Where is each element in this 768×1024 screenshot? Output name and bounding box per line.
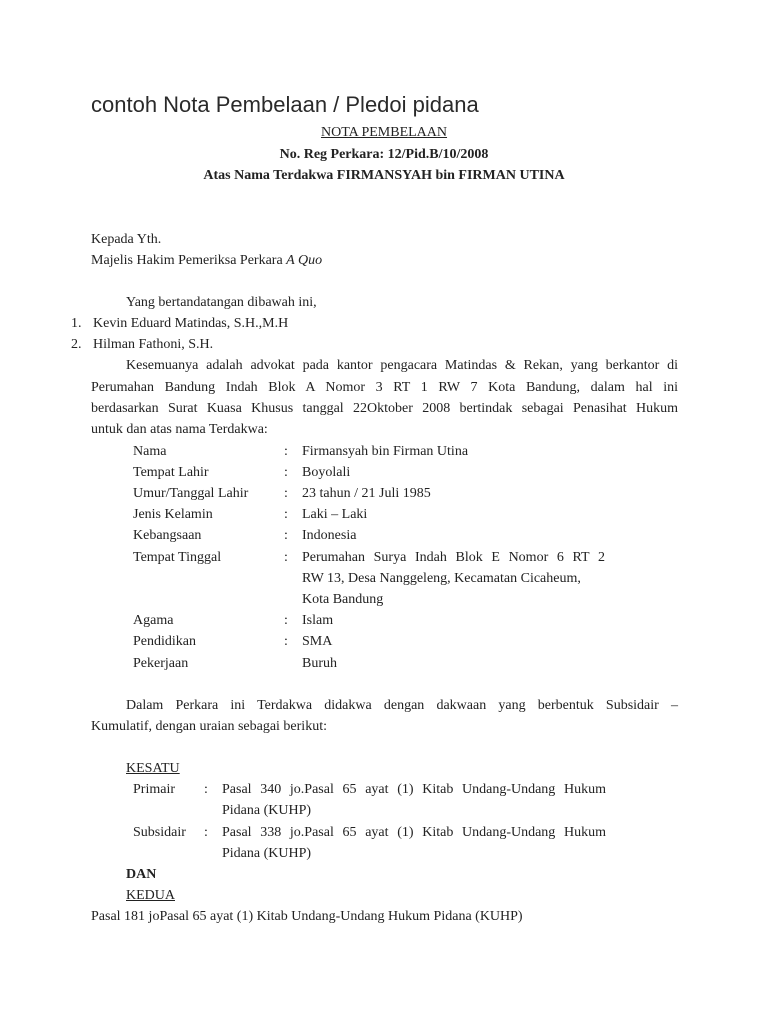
identity-colon: :	[284, 507, 288, 522]
address-line-2	[91, 251, 322, 271]
identity-value: Islam	[302, 613, 334, 628]
primair-label: Primair	[133, 782, 175, 797]
identity-colon: :	[284, 486, 288, 501]
identity-value: Indonesia	[302, 528, 357, 543]
subsidair-text-line-2: Pidana (KUHP)	[222, 846, 312, 861]
defendant-line: Atas Nama Terdakwa FIRMANSYAH bin FIRMAN UTINA	[203, 168, 565, 183]
paragraph-1-line-4: untuk dan atas nama Terdakwa:	[91, 422, 268, 437]
identity-colon: :	[284, 444, 288, 459]
kesatu-heading: KESATU	[126, 761, 180, 776]
identity-value-continued: Kota Bandung	[302, 592, 384, 607]
identity-label: Tempat Lahir	[133, 465, 209, 480]
kedua-heading: KEDUA	[126, 888, 175, 903]
case-register-number: No. Reg Perkara: 12/Pid.B/10/2008	[279, 147, 489, 162]
identity-value: Laki – Laki	[302, 507, 368, 522]
identity-value: 23 tahun / 21 Juli 1985	[302, 486, 431, 501]
identity-colon: :	[284, 550, 288, 565]
identity-label: Nama	[133, 444, 167, 459]
identity-colon: :	[284, 634, 288, 649]
paragraph-2-line-2: Kumulatif, dengan uraian sebagai berikut:	[91, 719, 327, 734]
identity-label: Tempat Tinggal	[133, 550, 222, 565]
dan-heading: DAN	[126, 867, 157, 882]
identity-value: Perumahan Surya Indah Blok E Nomor 6 RT 2	[302, 550, 605, 565]
primair-text-line-2: Pidana (KUHP)	[222, 803, 312, 818]
primair-colon: :	[204, 782, 208, 797]
address-line-1: Kepada Yth.	[91, 232, 162, 247]
identity-label: Umur/Tanggal Lahir	[133, 486, 249, 501]
identity-colon: :	[284, 465, 288, 480]
identity-value: Boyolali	[302, 465, 351, 480]
identity-colon: :	[284, 613, 288, 628]
identity-colon: :	[284, 528, 288, 543]
identity-label: Jenis Kelamin	[133, 507, 213, 522]
paragraph-1-line-3: berdasarkan Surat Kuasa Khusus tanggal 22Oktober 2008 bertindak sebagai Penasihat Hukum	[91, 401, 678, 416]
subsidair-label: Subsidair	[133, 825, 186, 840]
identity-label: Kebangsaan	[133, 528, 202, 543]
subsidair-colon: :	[204, 825, 208, 840]
advocate-name-1: Kevin Eduard Matindas, S.H.,M.H	[93, 316, 289, 331]
advocate-number-1: 1.	[71, 316, 82, 331]
page-title: contoh Nota Pembelaan / Pledoi pidana	[91, 92, 479, 117]
paragraph-1-line-2: Perumahan Bandung Indah Blok A Nomor 3 RT 1 RW 7 Kota Bandung, dalam hal ini	[91, 380, 678, 395]
kedua-text: Pasal 181 joPasal 65 ayat (1) Kitab Undang-Undang Hukum Pidana (KUHP)	[91, 909, 523, 924]
address-line-2-italic: A Quo	[286, 253, 323, 268]
identity-label: Pendidikan	[133, 634, 196, 649]
identity-label: Agama	[133, 613, 174, 628]
identity-value: Buruh	[302, 656, 337, 671]
intro-text: Yang bertandatangan dibawah ini,	[126, 295, 317, 310]
subsidair-text-line-1: Pasal 338 jo.Pasal 65 ayat (1) Kitab Undang-Undang Hukum	[222, 825, 606, 840]
identity-value-continued: RW 13, Desa Nanggeleng, Kecamatan Cicaheum,	[302, 571, 581, 586]
advocate-number-2: 2.	[71, 337, 82, 352]
identity-value: SMA	[302, 634, 333, 649]
document-heading: NOTA PEMBELAAN	[320, 125, 448, 140]
identity-label: Pekerjaan	[133, 656, 189, 671]
paragraph-1-line-1: Kesemuanya adalah advokat pada kantor pengacara Matindas & Rekan, yang berkantor di	[126, 358, 678, 373]
address-line-2-text: Majelis Hakim Pemeriksa Perkara	[91, 253, 287, 268]
paragraph-2-line-1: Dalam Perkara ini Terdakwa didakwa dengan dakwaan yang berbentuk Subsidair –	[126, 698, 678, 713]
identity-value: Firmansyah bin Firman Utina	[302, 444, 469, 459]
primair-text-line-1: Pasal 340 jo.Pasal 65 ayat (1) Kitab Undang-Undang Hukum	[222, 782, 606, 797]
advocate-name-2: Hilman Fathoni, S.H.	[93, 337, 214, 352]
